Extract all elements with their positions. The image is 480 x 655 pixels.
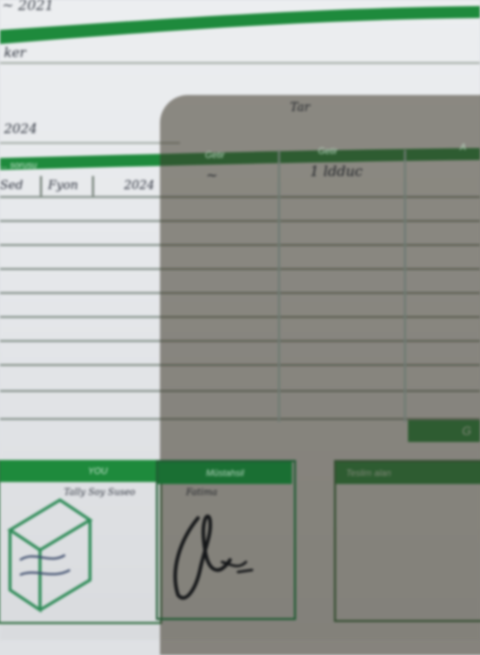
section-middle-header: Müstahsil [206, 468, 245, 478]
section-left-header: YOU [88, 466, 108, 476]
row1-divider-1 [40, 176, 42, 196]
cube-stamp [0, 490, 100, 620]
row1-value: 1 ldduc [310, 164, 363, 180]
section-middle-subheader: Fatima [186, 488, 218, 498]
col-divider-1 [278, 150, 280, 422]
signature [160, 500, 280, 610]
top-fragment: ~ 2021 [2, 0, 54, 14]
row1-mark: ~ [206, 168, 218, 184]
table-col-3: A [460, 142, 467, 152]
top-green-band [0, 0, 480, 50]
date-value: 2024 [4, 122, 38, 137]
col-mid-label: Tar [290, 100, 310, 114]
section-left-header-band [0, 460, 160, 482]
section-left-subheader: Tally Soy Suseo [64, 488, 136, 498]
col-divider-2 [404, 150, 406, 422]
row1-divider-2 [92, 176, 94, 196]
table-col-2: Getir [318, 146, 338, 156]
table-header-left: ... sorusu [0, 160, 38, 170]
row1-cell-b: Fyon [48, 178, 79, 192]
field-underline-1 [0, 62, 480, 64]
table-col-1: Getir [205, 150, 225, 160]
row1-cell-c: 2024 [124, 178, 155, 192]
row1-cell-a: Sed [0, 178, 24, 192]
field-label: ker [4, 46, 26, 61]
